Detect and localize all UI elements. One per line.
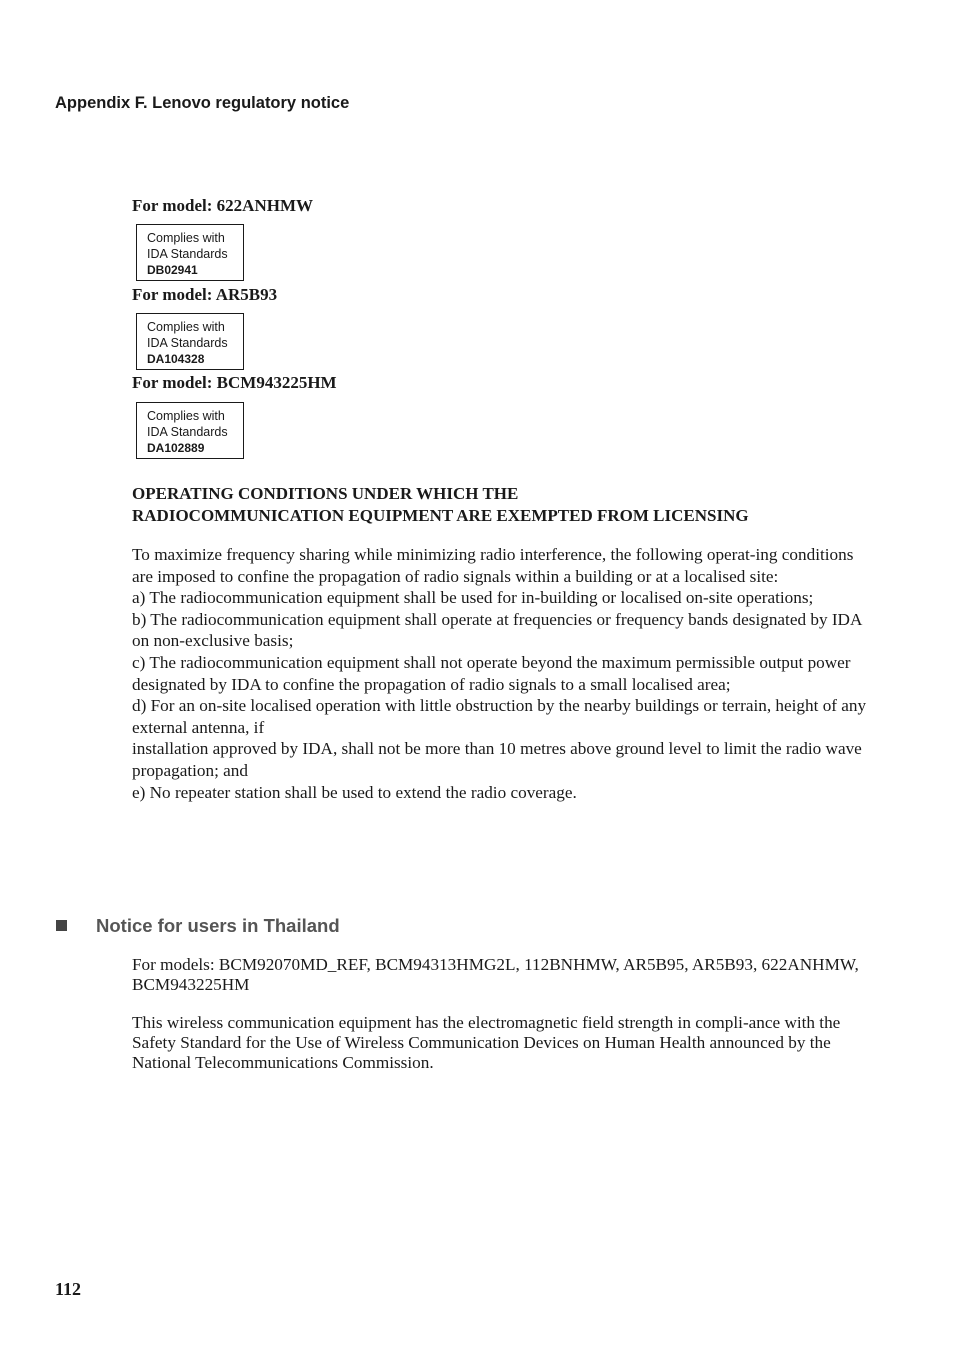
page-header: Appendix F. Lenovo regulatory notice xyxy=(55,94,350,112)
thailand-models-paragraph: For models: BCM92070MD_REF, BCM94313HMG2L, 112BNHMW, AR5B95, AR5B93, 622ANHMW, BCM943225HM xyxy=(132,955,859,994)
ida-box-line1: Complies with xyxy=(147,320,225,334)
model-label-622anhmw: For model: 622ANHMW xyxy=(132,196,313,215)
ida-compliance-box-da102889 xyxy=(136,402,244,459)
ida-compliance-box-db02941 xyxy=(136,224,244,281)
condition-a: a) The radiocommunication equipment shall be used for in-building or localised on-site operations; xyxy=(132,588,814,608)
ida-box-line2: IDA Standards xyxy=(147,247,228,261)
condition-b: b) The radiocommunication equipment shall operate at frequencies or frequency bands designated by IDA on non-exclusive basis; xyxy=(132,609,862,651)
ida-box-line2: IDA Standards xyxy=(147,336,228,350)
section-title: Notice for users in Thailand xyxy=(96,915,340,936)
model-label-bcm943225hm: For model: BCM943225HM xyxy=(132,373,337,392)
condition-e: e) No repeater station shall be used to extend the radio coverage. xyxy=(132,782,577,802)
ida-box-line1: Complies with xyxy=(147,231,225,245)
heading-line-2: RADIOCOMMUNICATION EQUIPMENT ARE EXEMPTED FROM LICENSING xyxy=(132,506,749,525)
ida-box-code: DA102889 xyxy=(147,441,205,455)
ida-compliance-box-da104328 xyxy=(136,313,244,370)
ida-box-line2: IDA Standards xyxy=(147,425,228,439)
heading-line-1: OPERATING CONDITIONS UNDER WHICH THE xyxy=(132,484,519,503)
model-label-ar5b93: For model: AR5B93 xyxy=(132,285,278,304)
page-number: 112 xyxy=(55,1279,82,1299)
intro-paragraph: To maximize frequency sharing while minimizing radio interference, the following operat-ing conditions are imposed to confine the propagation of radio signals within a building or at a localised site: xyxy=(132,545,854,586)
operating-conditions-body xyxy=(132,544,867,803)
ida-box-line1: Complies with xyxy=(147,409,225,423)
ida-box-code: DA104328 xyxy=(147,352,205,366)
condition-d-part2: installation approved by IDA, shall not be more than 10 metres above ground level to limit the radio wave propagation; and xyxy=(132,739,862,780)
thailand-section-heading xyxy=(56,915,340,937)
ida-box-code: DB02941 xyxy=(147,263,198,277)
square-bullet-icon xyxy=(56,920,67,931)
operating-conditions-heading xyxy=(132,483,749,527)
condition-c: c) The radiocommunication equipment shall not operate beyond the maximum permissible output power designated by IDA to confine the propagation of radio signals to a small localised area; xyxy=(132,652,851,694)
thailand-statement-paragraph: This wireless communication equipment has the electromagnetic field strength in compli-ance with the Safety Standard for the Use of Wireless Communication Devices on Human Health announced by the National Telecommunications Commission. xyxy=(132,1013,841,1072)
condition-d-part1: d) For an on-site localised operation with little obstruction by the nearby buildings or terrain, height of any external antenna, if xyxy=(132,696,867,737)
